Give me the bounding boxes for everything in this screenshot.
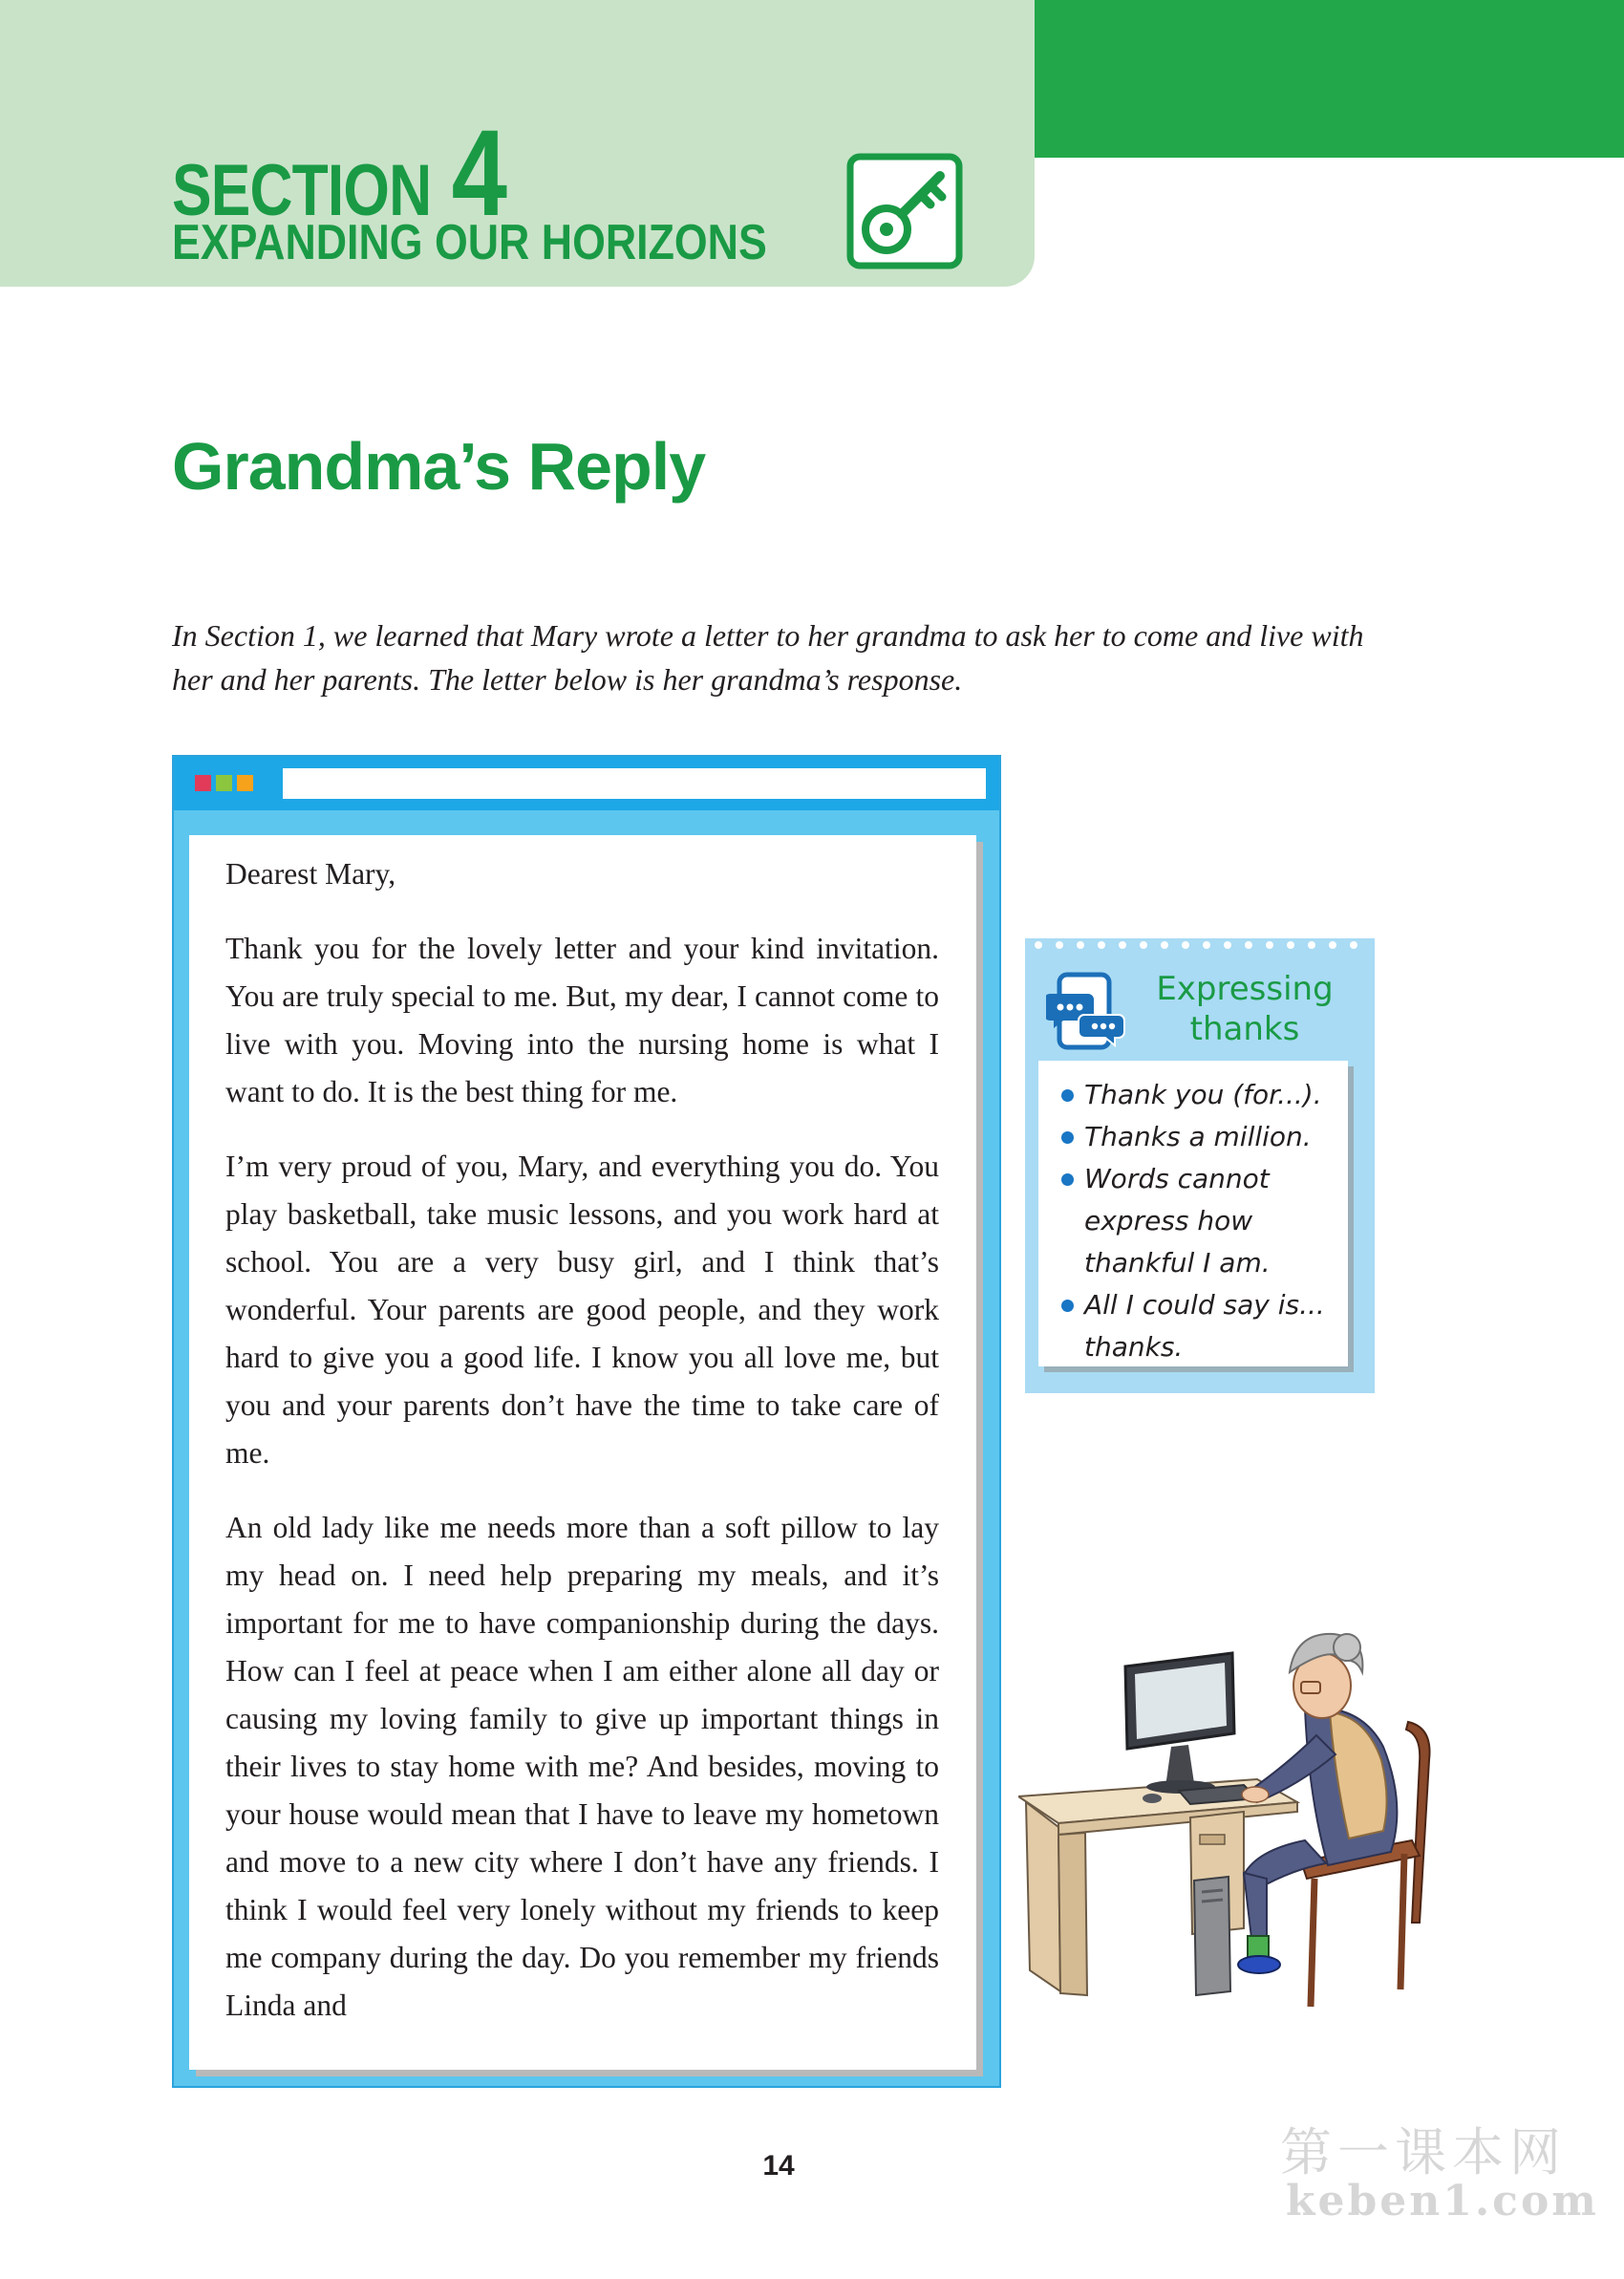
- thanks-item: Words cannot express how thankful I am.: [1063, 1158, 1338, 1284]
- letter-paragraph-1: Thank you for the lovely letter and your kind invitation. You are truly special to me. But, my dear, I cannot come to live with you. Moving into the nursing home is what I want to do. It is the best thing for me.: [225, 932, 939, 1108]
- thanks-title-line1: Expressing: [1156, 970, 1334, 1008]
- page-title: Grandma’s Reply: [172, 429, 706, 504]
- thanks-item: Thank you (for...).: [1063, 1074, 1338, 1116]
- letter-paragraph-3: An old lady like me needs more than a soft pillow to lay my head on. I need help preparing my meals, and it’s important for me to have companionship during the days. How can I feel at peace when I am either alone all day or causing my loving family to give up important things in their lives to stay home with me? And besides, moving to your house would mean that I have to leave my hometown and move to a new city where I don’t have any friends. I think I would feel very lonely without my friends to keep me company during the day. Do you remember my friends Linda and: [225, 1511, 939, 2022]
- intro-paragraph: In Section 1, we learned that Mary wrote a letter to her grandma to ask her to come and live with her and her parents. The letter below is her grandma’s response.: [172, 618, 1364, 697]
- letter-sheet: [189, 835, 976, 2070]
- window-dot-green: [216, 775, 232, 791]
- letter-body: [225, 850, 939, 2056]
- thanks-box-title: [1132, 969, 1357, 1049]
- thanks-title-line2: thanks: [1189, 1010, 1300, 1048]
- watermark-chinese: 第一课本网: [1280, 2122, 1567, 2182]
- section-number: 4: [451, 105, 507, 242]
- key-icon: [846, 153, 963, 269]
- window-dot-red: [195, 775, 211, 791]
- watermark-url: keben1.com: [1286, 2177, 1599, 2225]
- thanks-item: All I could say is... thanks.: [1063, 1284, 1338, 1368]
- expressing-thanks-box: [1025, 938, 1375, 1393]
- section-subtitle: EXPANDING OUR HORIZONS: [172, 215, 767, 270]
- chat-bubbles-icon: [1046, 971, 1126, 1051]
- letter-window-frame: [172, 755, 1001, 2088]
- notepad-rings-icon: [1025, 936, 1375, 954]
- window-address-bar: [283, 768, 986, 799]
- grandma-at-computer-illustration: [1018, 1615, 1475, 2016]
- window-title-bar: [174, 757, 999, 810]
- thanks-list: [1038, 1061, 1348, 1368]
- thanks-card: [1038, 1061, 1348, 1366]
- header-accent-bar: [1035, 0, 1624, 158]
- window-dot-orange: [237, 775, 253, 791]
- letter-salutation: Dearest Mary,: [225, 857, 396, 891]
- letter-paragraph-2: I’m very proud of you, Mary, and everything you do. You play basketball, take music lessons, and you work hard at school. You are a very busy girl, and I think that’s wonderful. Your parents are good people, and they work hard to give you a good life. I know you all love me, but you and your parents don’t have the time to take care of me.: [225, 1150, 939, 1470]
- page-number: 14: [762, 2150, 795, 2182]
- thanks-item: Thanks a million.: [1063, 1116, 1338, 1158]
- section-word: SECTION: [172, 150, 432, 231]
